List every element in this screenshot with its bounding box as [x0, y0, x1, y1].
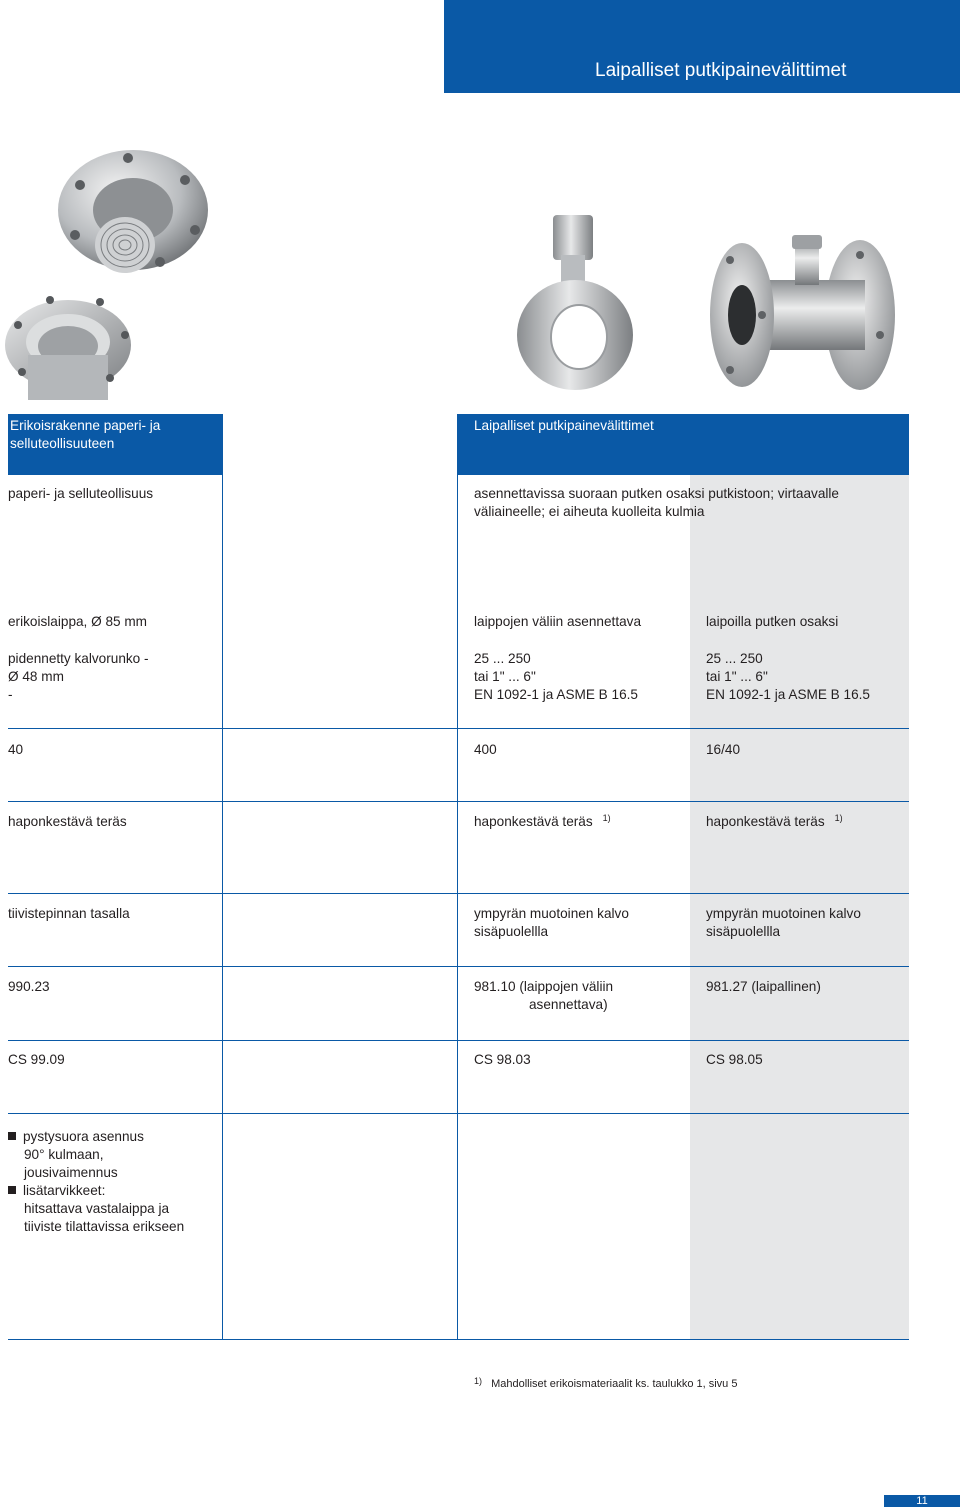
size-text: EN 1092-1 ja ASME B 16.5: [474, 687, 638, 702]
diaphragm-text: tiivistepinnan tasalla: [8, 906, 130, 921]
wafer-type-photo: [513, 215, 643, 395]
note-text: lisätarvikkeet:: [23, 1183, 106, 1198]
bullet-square-icon: [8, 1132, 16, 1140]
material-label: haponkestävä teräs: [474, 814, 593, 829]
material-text: haponkestävä teräs: [8, 814, 127, 829]
application-text: asennettavissa suoraan putken osaksi putkistoon; virtaavalle: [474, 486, 839, 501]
size-text: EN 1092-1 ja ASME B 16.5: [706, 687, 870, 702]
column-heading-flanged: [458, 414, 909, 475]
footnote-text: Mahdolliset erikoismateriaalit ks. taulukko 1, sivu 5: [491, 1378, 738, 1390]
pressure-value: 400: [474, 742, 497, 757]
mounting-text: erikoislaippa, Ø 85 mm: [8, 614, 148, 629]
heading-line: Erikoisrakenne paperi- ja: [10, 418, 161, 433]
row-divider: [8, 728, 909, 729]
mounting-text: laipoilla putken osaksi: [706, 614, 839, 629]
row-divider: [8, 801, 909, 802]
size-text: pidennetty kalvorunko -: [8, 651, 149, 666]
row-divider: [8, 893, 909, 894]
note-line: [8, 1182, 105, 1200]
material-text: [474, 813, 611, 831]
page-number: 11: [884, 1495, 960, 1507]
row-divider: [8, 1040, 909, 1041]
material-label: haponkestävä teräs: [706, 814, 825, 829]
note-line: tiiviste tilattavissa erikseen: [24, 1219, 185, 1234]
heading-line: selluteollisuuteen: [10, 436, 115, 451]
vertical-rule: [457, 414, 458, 1340]
vertical-rule: [222, 414, 223, 1340]
footnote: [474, 1372, 737, 1393]
flanged-pipe-photo: [700, 215, 900, 395]
model-number: 981.10 (laippojen väliin: [474, 979, 614, 994]
note-line: 90° kulmaan,: [24, 1147, 104, 1162]
model-number: asennettava): [529, 997, 608, 1012]
size-text: tai 1" ... 6": [706, 669, 768, 684]
size-text: Ø 48 mm: [8, 669, 64, 684]
application-text: väliaineelle; ei aiheuta kuolleita kulmia: [474, 504, 705, 519]
size-text: tai 1" ... 6": [474, 669, 536, 684]
note-text: pystysuora asennus: [23, 1129, 144, 1144]
size-text: 25 ... 250: [474, 651, 531, 666]
page-title: Laipalliset putkipainevälittimet: [595, 60, 847, 81]
material-text: [706, 813, 843, 831]
diaphragm-text: ympyrän muotoinen kalvo: [474, 906, 629, 921]
flange-diaphragm-photo: [0, 150, 215, 400]
diaphragm-text: ympyrän muotoinen kalvo: [706, 906, 861, 921]
size-text: 25 ... 250: [706, 651, 763, 666]
footnote-marker: 1): [602, 813, 611, 823]
pressure-value: 16/40: [706, 742, 741, 757]
row-divider: [8, 1339, 909, 1340]
bullet-square-icon: [8, 1186, 16, 1194]
footnote-marker: 1): [474, 1376, 483, 1386]
note-line: jousivaimennus: [24, 1165, 118, 1180]
size-text: -: [8, 687, 13, 702]
diaphragm-text: sisäpuolellla: [706, 924, 781, 939]
mounting-text: laippojen väliin asennettava: [474, 614, 642, 629]
note-line: [8, 1128, 144, 1146]
model-number: 990.23: [8, 979, 50, 994]
diaphragm-text: sisäpuolellla: [474, 924, 549, 939]
application-text: paperi- ja selluteollisuus: [8, 486, 154, 501]
pressure-value: 40: [8, 742, 24, 757]
row-divider: [8, 1113, 909, 1114]
note-line: hitsattava vastalaippa ja: [24, 1201, 170, 1216]
column-heading-special: [8, 414, 222, 475]
footnote-marker: 1): [834, 813, 843, 823]
model-number: 981.27 (laipallinen): [706, 979, 821, 994]
datasheet-ref: CS 98.05: [706, 1052, 763, 1067]
datasheet-ref: CS 98.03: [474, 1052, 531, 1067]
heading-line: Laipalliset putkipainevälittimet: [474, 418, 654, 433]
row-divider: [8, 966, 909, 967]
datasheet-ref: CS 99.09: [8, 1052, 65, 1067]
